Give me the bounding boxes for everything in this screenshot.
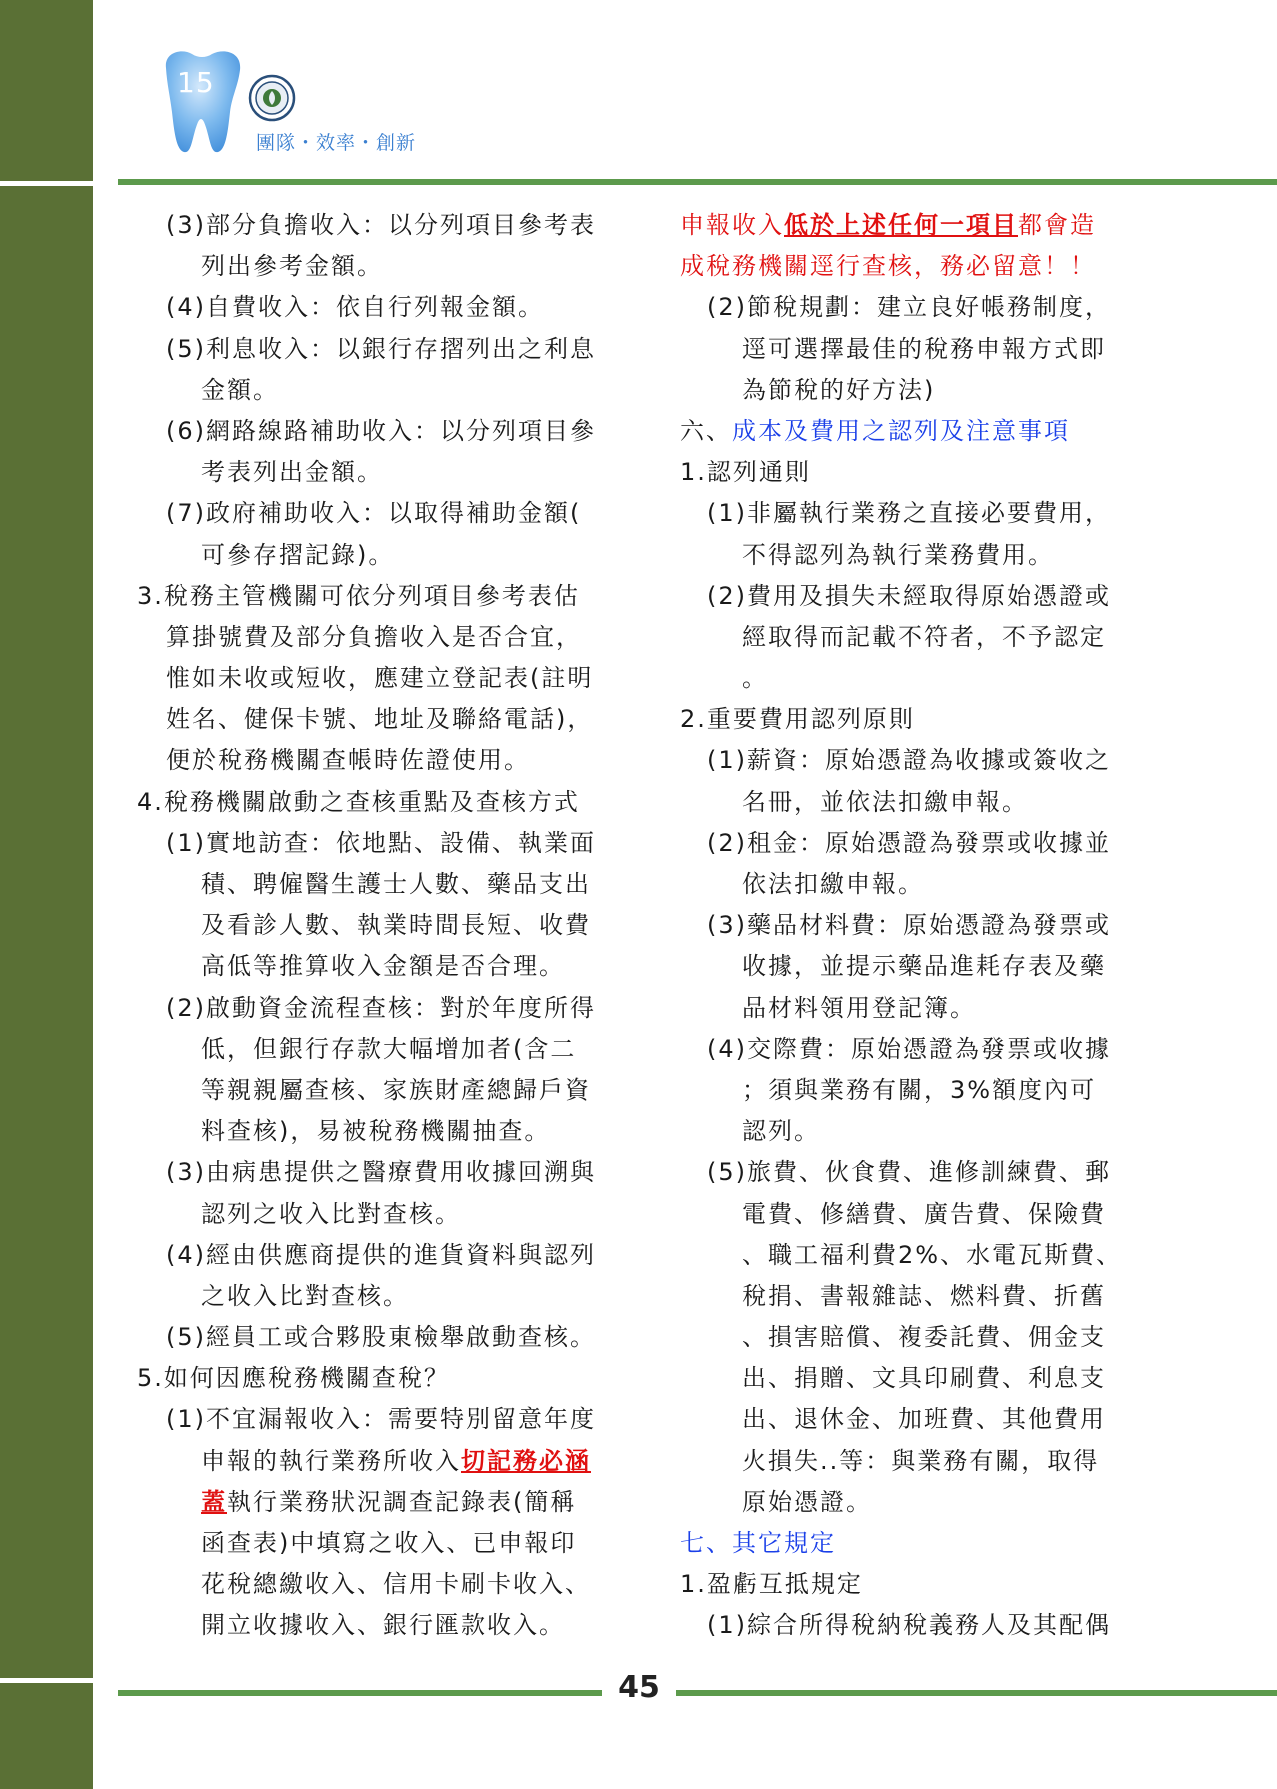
- text-line: (1)非屬執行業務之直接必要費用，: [707, 499, 1111, 528]
- text-line: 原始憑證。: [742, 1487, 872, 1516]
- text-line: 4.稅務機關啟動之查核重點及查核方式: [137, 787, 580, 816]
- text-run: 申報的執行業務所收入: [201, 1446, 461, 1475]
- text-line: (2)啟動資金流程查核：對於年度所得: [166, 993, 596, 1022]
- tooth-icon: [158, 46, 246, 158]
- text-line: (4)交際費：原始憑證為發票或收據: [707, 1034, 1111, 1063]
- page-number: 45: [618, 1670, 660, 1705]
- text-line: 品材料領用登記簿。: [742, 993, 976, 1022]
- text-line: (3)藥品材料費：原始憑證為發票或: [707, 911, 1111, 940]
- text-line: 之收入比對查核。: [201, 1281, 409, 1310]
- text-line: (5)利息收入：以銀行存摺列出之利息: [166, 334, 596, 363]
- text-line: 出、捐贈、文具印刷費、利息支: [742, 1364, 1106, 1393]
- text-line: 姓名、健保卡號、地址及聯絡電話)，: [166, 705, 594, 734]
- text-line: 2.重要費用認列原則: [680, 705, 915, 734]
- chapter-number: 15: [177, 66, 215, 99]
- text-line: 經取得而記載不符者，不予認定: [742, 622, 1106, 651]
- text-run: 執行業務狀況調查記錄表(簡稱: [227, 1487, 577, 1516]
- text-line: (5)旅費、伙食費、進修訓練費、郵: [707, 1158, 1111, 1187]
- text-line: 出、退休金、加班費、其他費用: [742, 1405, 1106, 1434]
- text-line: 1.認列通則: [680, 458, 811, 487]
- text-line: (5)經員工或合夥股東檢舉啟動查核。: [166, 1323, 596, 1352]
- text-line: (7)政府補助收入：以取得補助金額(: [166, 499, 582, 528]
- sidebar-divider-bottom: [0, 1678, 93, 1683]
- text-line: 5.如何因應稅務機關查稅？: [137, 1364, 450, 1393]
- header-rule: [118, 179, 1277, 185]
- text-line: 列出參考金額。: [201, 252, 383, 281]
- text-line: 便於稅務機關查帳時佐證使用。: [166, 746, 530, 775]
- left-column: [137, 205, 624, 1647]
- text-line: [137, 1482, 624, 1523]
- header-motto: 團隊・效率・創新: [256, 132, 417, 154]
- text-line: 電費、修繕費、廣告費、保險費: [742, 1199, 1106, 1228]
- warning-text: 都會造: [1018, 211, 1096, 239]
- text-line: (6)網路線路補助收入：以分列項目參: [166, 416, 596, 445]
- text-line: (4)自費收入：依自行列報金額。: [166, 293, 544, 322]
- text-line: 不得認列為執行業務費用。: [742, 540, 1054, 569]
- text-line: 1.盈虧互抵規定: [680, 1570, 863, 1599]
- text-line: 認列之收入比對查核。: [201, 1199, 461, 1228]
- emphasis-text: 蓋: [201, 1487, 227, 1516]
- text-line: 花稅總繳收入、信用卡刷卡收入、: [201, 1570, 591, 1599]
- text-line: 惟如未收或短收，應建立登記表(註明: [166, 664, 594, 693]
- text-line: 認列。: [742, 1117, 820, 1146]
- text-line: [680, 205, 1138, 246]
- text-line: 低，但銀行存款大幅增加者(含二: [201, 1034, 577, 1063]
- text-line: 金額。: [201, 375, 279, 404]
- text-line: 等親親屬查核、家族財產總歸戶資: [201, 1075, 591, 1104]
- text-line: 。: [742, 664, 768, 693]
- text-line: (4)經由供應商提供的進貨資料與認列: [166, 1240, 596, 1269]
- text-line: 開立收據收入、銀行匯款收入。: [201, 1611, 565, 1640]
- text-line: 3.稅務主管機關可依分列項目參考表估: [137, 581, 580, 610]
- text-line: (1)不宜漏報收入：需要特別留意年度: [166, 1405, 596, 1434]
- text-line: 、職工福利費2%、水電瓦斯費、: [742, 1240, 1123, 1269]
- text-line: 考表列出金額。: [201, 458, 383, 487]
- text-line: 、損害賠償、複委託費、佣金支: [742, 1323, 1106, 1352]
- right-column: [680, 205, 1138, 1647]
- text-line: 逕可選擇最佳的稅務申報方式即: [742, 334, 1106, 363]
- text-line: 火損失..等：與業務有關，取得: [742, 1446, 1100, 1475]
- footer-rule-left: [118, 1690, 602, 1696]
- left-sidebar-band: [0, 0, 93, 1789]
- emblem-logo-icon: [248, 74, 296, 122]
- text-line: 算掛號費及部分負擔收入是否合宜，: [166, 622, 582, 651]
- text-line: (2)費用及損失未經取得原始憑證或: [707, 581, 1111, 610]
- text-line: [137, 1441, 624, 1482]
- text-line: (1)薪資：原始憑證為收據或簽收之: [707, 746, 1111, 775]
- text-line: (1)實地訪查：依地點、設備、執業面: [166, 828, 596, 857]
- text-line: 高低等推算收入金額是否合理。: [201, 952, 565, 981]
- text-line: 可參存摺記錄)。: [201, 540, 395, 569]
- text-line: (3)由病患提供之醫療費用收據回溯與: [166, 1158, 596, 1187]
- text-line: 稅捐、書報雜誌、燃料費、折舊: [742, 1281, 1106, 1310]
- text-line: 積、聘僱醫生護士人數、藥品支出: [201, 870, 591, 898]
- text-line: 料查核)，易被稅務機關抽查。: [201, 1117, 551, 1146]
- emphasis-text: 低於上述任何一項目: [784, 211, 1018, 239]
- text-line: (1)綜合所得稅納稅義務人及其配偶: [707, 1611, 1111, 1640]
- text-line: 名冊，並依法扣繳申報。: [742, 787, 1028, 816]
- text-line: 收據，並提示藥品進耗存表及藥: [742, 952, 1106, 981]
- section-heading: 七、其它規定: [680, 1529, 836, 1557]
- heading-text: 成本及費用之認列及注意事項: [732, 416, 1070, 445]
- heading-number: 六、: [680, 416, 732, 445]
- text-line: 及看診人數、執業時間長短、收費: [201, 911, 591, 940]
- warning-text: 申報收入: [680, 211, 784, 239]
- text-line: (2)租金：原始憑證為發票或收據並: [707, 828, 1111, 857]
- text-line: (2)節稅規劃：建立良好帳務制度，: [707, 293, 1111, 322]
- text-line: (3)部分負擔收入：以分列項目參考表: [166, 211, 596, 239]
- footer-rule-right: [676, 1690, 1277, 1696]
- text-line: ；須與業務有關，3%額度內可: [742, 1075, 1097, 1104]
- emphasis-text: 切記務必涵: [461, 1446, 591, 1475]
- text-line: 依法扣繳申報。: [742, 870, 924, 898]
- warning-text: 成稅務機關逕行查核，務必留意！！: [680, 252, 1096, 281]
- sidebar-divider-top: [0, 181, 93, 186]
- section-heading: [680, 411, 1138, 452]
- text-line: 函查表)中填寫之收入、已申報印: [201, 1529, 577, 1557]
- text-line: 為節稅的好方法): [742, 375, 936, 404]
